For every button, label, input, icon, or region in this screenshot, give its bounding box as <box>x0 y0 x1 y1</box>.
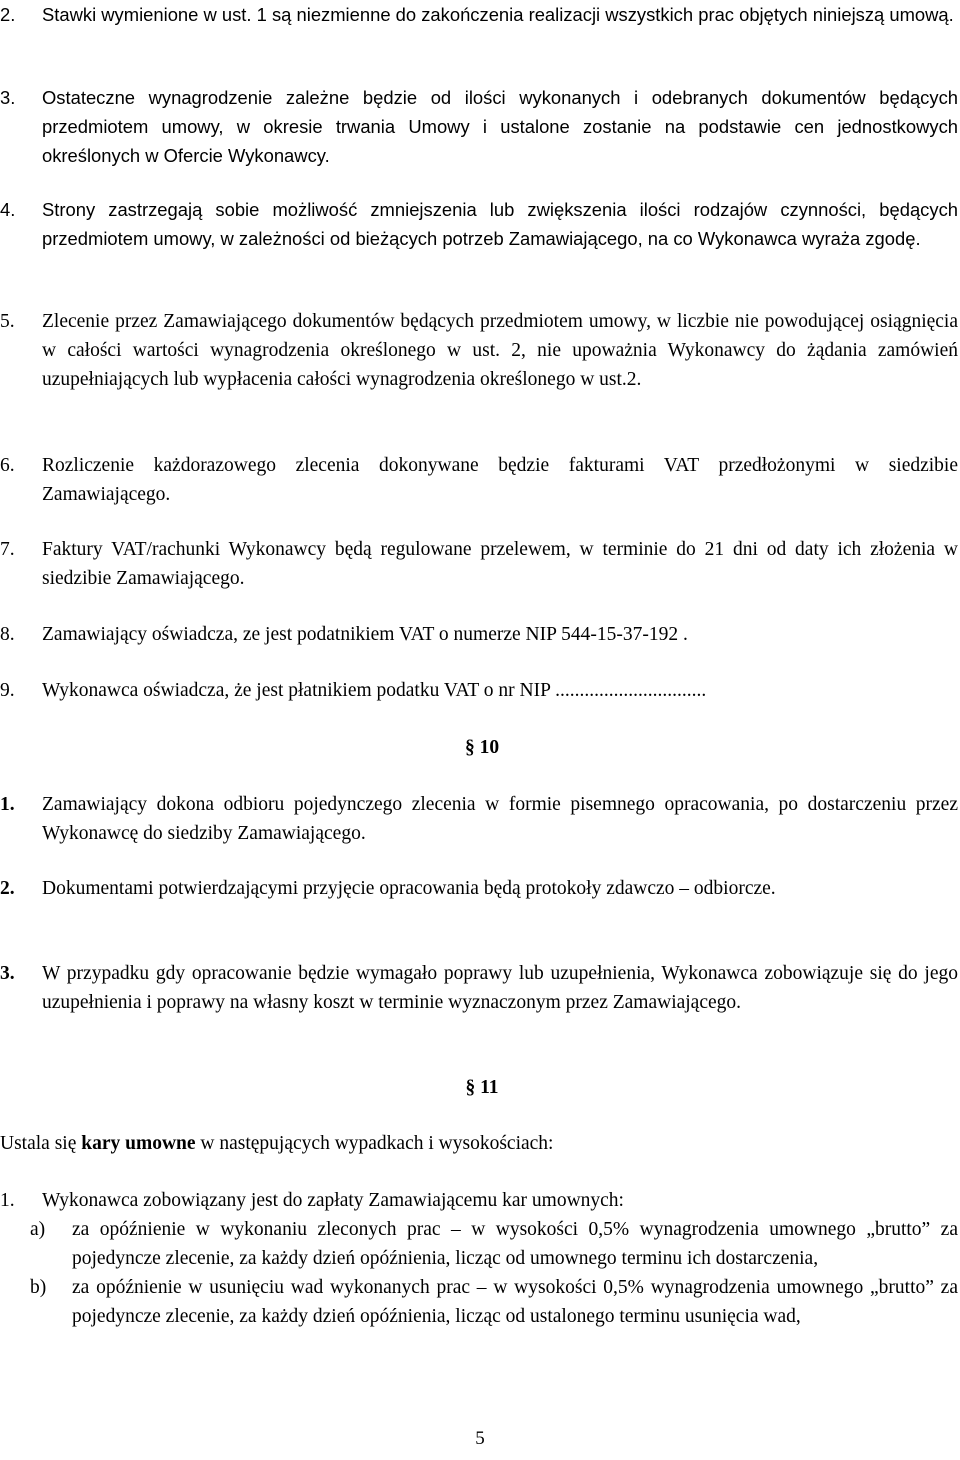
clause-text: Zamawiający dokona odbioru pojedynczego zlecenia w formie pisemnego opracowania, po dostarczeniu przez Wykonawcę do siedziby Zamawiającego. <box>42 794 958 844</box>
clause-number: 2. <box>0 878 15 899</box>
section-10-clause-2 <box>0 874 958 903</box>
section-10-clause-3 <box>0 959 958 1017</box>
section-11-clause-1 <box>0 1186 958 1331</box>
clause-text: Dokumentami potwierdzającymi przyjęcie opracowania będą protokoły zdawczo – odbiorcze. <box>42 878 776 899</box>
page-number: 5 <box>475 1428 485 1449</box>
clause-number: 8. <box>0 624 15 645</box>
clause-7 <box>0 535 958 593</box>
clause-number: 6. <box>0 455 15 476</box>
clause-text: Wykonawca zobowiązany jest do zapłaty Zamawiającemu kar umownych: <box>42 1190 624 1211</box>
section-10-heading: § 10 <box>464 737 500 758</box>
clause-text: Faktury VAT/rachunki Wykonawcy będą regulowane przelewem, w terminie do 21 dni od daty ich złożenia w siedzibie Zamawiającego. <box>42 539 958 589</box>
clause-9 <box>0 676 958 705</box>
subclause-letter: b) <box>30 1277 47 1298</box>
clause-text: Zlecenie przez Zamawiającego dokumentów będących przedmiotem umowy, w liczbie nie powodującej osiągnięcia w całości wartości wynagrodzenia określonego w ust. 2, nie upoważnia Wykonawcy do żądania zamówień uzupełniających lub wypłacenia całości wynagrodzenia określonego w ust.2. <box>42 311 958 390</box>
clause-text: Rozliczenie każdorazowego zlecenia dokonywane będzie fakturami VAT przedłożonymi w siedzibie Zamawiającego. <box>42 455 958 505</box>
clause-4 <box>0 195 958 253</box>
intro-text-start: Ustala się <box>0 1133 82 1154</box>
clause-number: 2. <box>0 4 16 25</box>
clause-number: 1. <box>0 794 15 815</box>
clause-6 <box>0 451 958 509</box>
intro-bold-term: kary umowne <box>81 1133 196 1154</box>
clause-text: Strony zastrzegają sobie możliwość zmniejszenia lub zwiększenia ilości rodzajów czynności, będących przedmiotem umowy, w zależności od bieżących potrzeb Zamawiającego, na co Wykonawca wyraża zgodę. <box>42 199 958 249</box>
clause-text: W przypadku gdy opracowanie będzie wymagało poprawy lub uzupełnienia, Wykonawca zobowiązuje się do jego uzupełnienia i poprawy na własny koszt w terminie wyznaczonym przez Zamawiającego. <box>42 963 958 1013</box>
clause-text: Ostateczne wynagrodzenie zależne będzie od ilości wykonanych i odebranych dokumentów będących przedmiotem umowy, w okresie trwania Umowy i ustalone zostanie na podstawie cen jednostkowych określonych w Ofercie Wykonawcy. <box>42 87 958 166</box>
subclause-text: za opóźnienie w usunięciu wad wykonanych prac – w wysokości 0,5% wynagrodzenia umownego „brutto” za pojedyncze zlecenie, za każdy dzień opóźnienia, licząc od ustalonego terminu usunięcia wad, <box>72 1277 958 1327</box>
section-11-intro <box>0 1129 958 1158</box>
clause-3 <box>0 83 958 170</box>
clause-number: 3. <box>0 87 16 108</box>
subclause-text: za opóźnienie w wykonaniu zleconych prac – w wysokości 0,5% wynagrodzenia umownego „brutto” za pojedyncze zlecenie, za każdy dzień opóźnienia, licząc od umownego terminu ich dostarczenia, <box>72 1219 958 1269</box>
subclause-b <box>0 1273 958 1331</box>
clause-number: 1. <box>0 1190 15 1211</box>
clause-5 <box>0 307 958 394</box>
section-10-clause-1 <box>0 790 958 848</box>
clause-8 <box>0 620 958 649</box>
clause-text: Stawki wymienione w ust. 1 są niezmienne do zakończenia realizacji wszystkich prac objętych niniejszą umową. <box>42 4 954 25</box>
clause-number: 7. <box>0 539 15 560</box>
clause-number: 3. <box>0 963 15 984</box>
clause-text: Wykonawca oświadcza, że jest płatnikiem podatku VAT o nr NIP ............................... <box>42 680 707 701</box>
clause-number: 5. <box>0 311 15 332</box>
clause-number: 9. <box>0 680 15 701</box>
intro-text-end: w następujących wypadkach i wysokościach: <box>195 1133 554 1154</box>
subclause-a <box>0 1215 958 1273</box>
clause-number: 4. <box>0 199 16 220</box>
clause-text: Zamawiający oświadcza, ze jest podatnikiem VAT o numerze NIP 544-15-37-192 . <box>42 624 688 645</box>
section-11-heading: § 11 <box>465 1077 499 1098</box>
clause-2 <box>0 0 958 29</box>
subclause-letter: a) <box>30 1219 46 1240</box>
